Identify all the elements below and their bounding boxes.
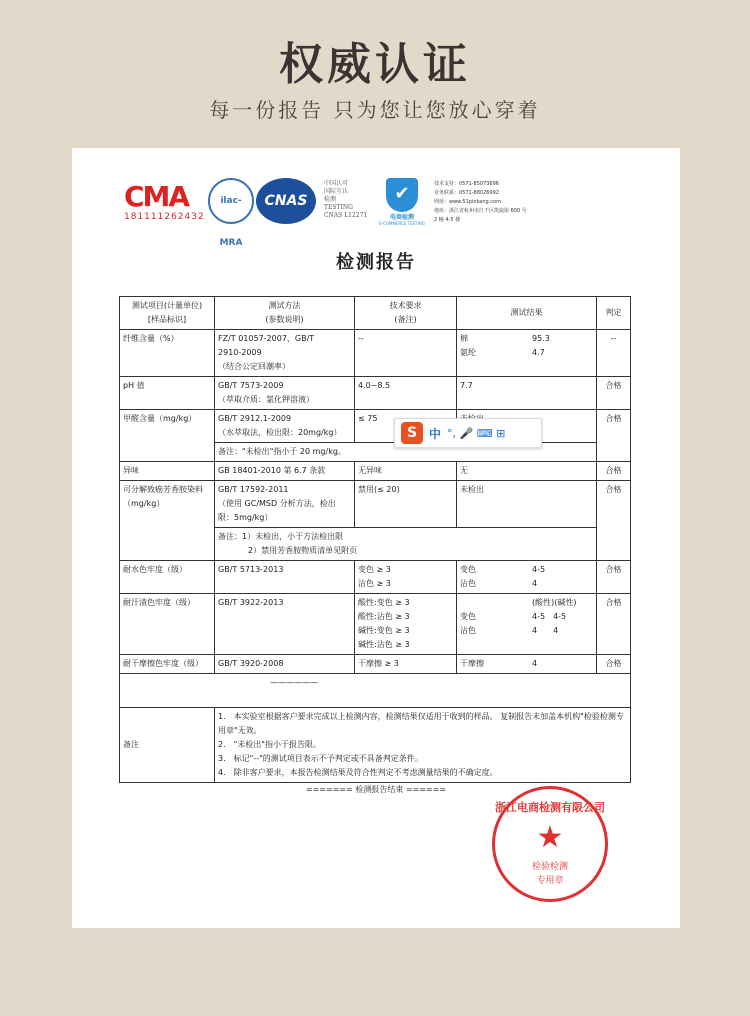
official-seal: 浙江电商检测有限公司 ★ 检验检测 专用章: [492, 786, 608, 902]
remarks-row: 备注 1. 本实验室根据客户要求完成以上检测内容，检测结果仅适用于收到的样品。 复制报告未加盖本机构"检验检测专用章"无效。 2. "未检出"指小于报告限。 3. 标记"--"的测试项目表示不予判定或不具备判定条件。 4. 除非客户要求，本报告检测结果及符合性判定不考虑测量结果的不确定度。: [120, 708, 631, 783]
table-row-blank: ——————: [120, 674, 631, 708]
ilac-logo: ilac-MRA: [208, 178, 254, 224]
logo-bar: [124, 178, 644, 248]
table-row: 耐汗渍色牢度（级） GB/T 3922-2013 酸性:变色 ≥ 3 酸性:沾色 ≥ 3 碱性:变色 ≥ 3 碱性:沾色 ≥ 3 (酸性)(碱性) 变色 4-5 4-5 沾色 4 4 合格: [120, 594, 631, 655]
cma-number: 181111262432: [124, 212, 205, 222]
table-row: 纤维含量（%） FZ/T 01057-2007、GB/T 2910-2009 （结合公定回潮率） -- 棉 95.3 氨纶 4.7 --: [120, 330, 631, 377]
table-row: 异味 GB 18401-2010 第 6.7 条款 无异味 无 合格: [120, 462, 631, 481]
contact-info: 技术支持：0571-85073696 业务联系：0571-88026992 网址：www.51pinkang.com 地址：浙江省杭州市江干区凯旋街 600 号 2 幢 4-5 楼: [434, 181, 527, 223]
cnas-logo: CNAS: [256, 178, 316, 224]
sogou-logo-icon[interactable]: S: [401, 422, 423, 444]
report-end-line: ======= 检测报告结束 ======: [305, 785, 447, 794]
ime-language-toggle[interactable]: 中: [429, 426, 442, 441]
ecommerce-testing-logo: ✔ 电商检测 E-COMMERCE TESTING: [374, 178, 430, 226]
table-row: 耐干摩擦色牢度（级） GB/T 3920-2008 干摩擦 ≥ 3 干摩擦 4 合格: [120, 655, 631, 674]
table-row-note: 备注：1）未检出，小于方法检出限 2）禁用芳香胺物质清单见附页: [120, 528, 631, 561]
table-row: 可分解致癌芳香胺染料（mg/kg） GB/T 17592-2011 （使用 GC/MSD 分析方法，检出限：5mg/kg） 禁用(≤ 20) 未检出 合格: [120, 481, 631, 528]
cma-mark: CMA: [124, 180, 189, 213]
ime-toolbar[interactable]: [394, 418, 542, 448]
table-row: 甲醛含量（mg/kg） GB/T 2912.1-2009 （水萃取法，检出限：20mg/kg） ≤ 75 合格: [120, 410, 631, 443]
star-icon: ★: [536, 820, 564, 855]
table-row: pH 值 GB/T 7573-2009 （萃取介质：氯化钾溶液） 4.0~8.5 7.7 合格: [120, 377, 631, 410]
shield-check-icon: ✔: [386, 178, 418, 212]
cnas-text: 中国认可 国际互认 检测 TESTING CNAS L12271: [324, 180, 368, 219]
table-row-note: 备注："未检出"指小于 20 mg/kg。: [120, 443, 631, 462]
table-header-row: 测试项目(计量单位) [样品标识] 测试方法 (参数说明) 技术要求 (备注) 测试结果 判定: [120, 297, 631, 330]
cma-logo: [124, 182, 204, 222]
report-paper: [72, 148, 680, 928]
test-results-table: [119, 296, 631, 783]
report-title: 检测报告: [336, 252, 416, 273]
page-subtitle: 每一份报告 只为您让您放心穿着: [209, 98, 541, 122]
table-row: 耐水色牢度（级） GB/T 5713-2013 变色 ≥ 3 沾色 ≥ 3 变色 4-5 沾色 4 合格: [120, 561, 631, 594]
page-title: 权威认证: [279, 39, 471, 90]
ime-tool-icons[interactable]: °, 🎤 ⌨ ⊞: [447, 426, 506, 440]
